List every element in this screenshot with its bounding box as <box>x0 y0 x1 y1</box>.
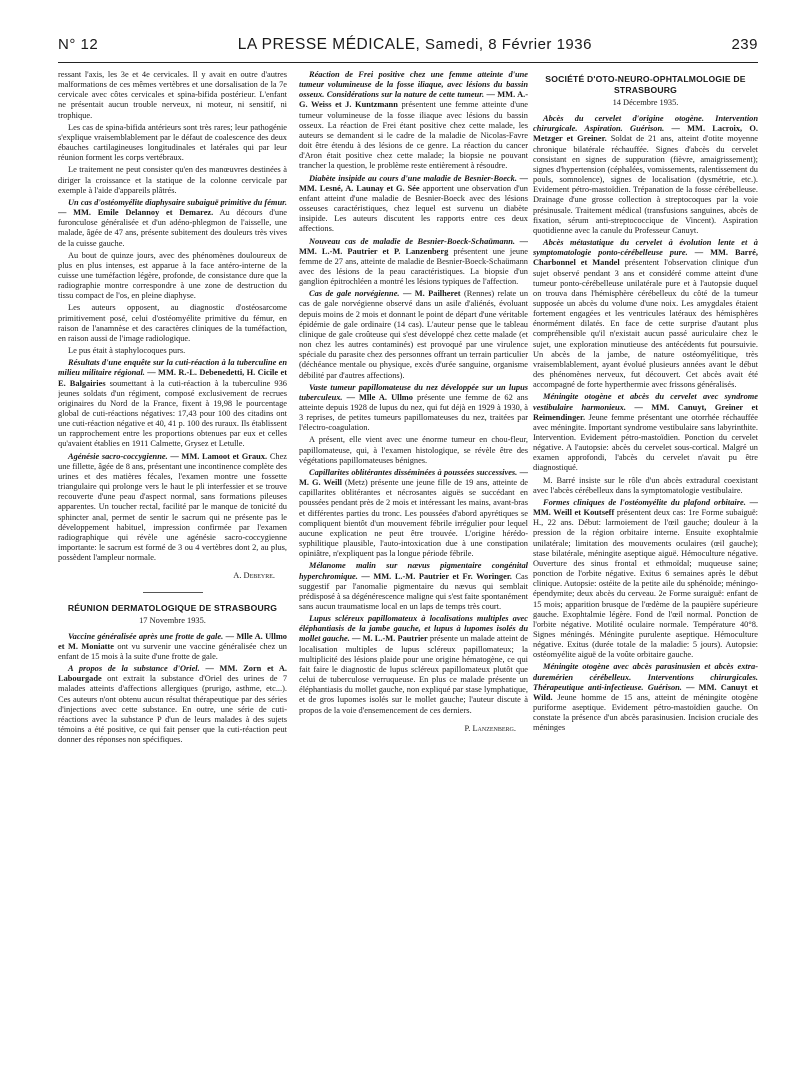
article-title: Résultats d'une enquête sur la cuti-réaction à la tuberculine en milieu militaire régional. <box>58 358 287 378</box>
issue-number: N° 12 <box>58 36 99 53</box>
article-title: Lupus scléreux papillomateux à localisations multiples avec éléphantiasis de la jambe gauche, et lupus à lupomes isolés du mollet gauche. <box>299 614 528 644</box>
paragraph: A présent, elle vient avec une énorme tumeur en chou-fleur, papillomateuse, qui, à l'examen histologique, se révèle être des végétations papillomateuses bénignes. <box>299 435 528 465</box>
article-authors: — Mlle A. Ullmo <box>346 392 413 402</box>
article-text: présentent une jeune femme de 27 ans, atteinte de maladie de Besnier-Boeck-Schaümann avec des lésions de la peau caractéristiques. La biopsie d'un ganglion épitrochléen a montré les lésions typiques de l'affection. <box>299 246 528 287</box>
article-title: Méningite otogène avec abcès parasinusien et abcès extra-duremérien cérébelleux. Interventions chirurgicales. Thérapeutique anti-infectieuse. Guérison. <box>533 662 758 692</box>
article <box>299 70 528 172</box>
article-text: Au décours d'une furonculose généralisée et d'un adéno-phlegmon de l'aisselle, une malade, âgée de 47 ans, présente subitement des douleurs très vives de la cuisse gauche. <box>58 208 287 248</box>
article <box>58 198 287 249</box>
article <box>299 614 528 716</box>
article-authors: — MM. Barré, Charbonnel et Mandel <box>533 248 758 268</box>
article-authors: — Mlle A. Ullmo et M. Moniatte <box>58 631 287 651</box>
article-text: Cas suggestif par l'anomalie pigmentaire du nævus qui semblait prédisposé à sa dégénérescence maligne qui s'est faite spontanément sans aucun traumatisme local en un laps de temps très court. <box>299 571 528 611</box>
paragraph: Le traitement ne peut consister qu'en des manœuvres destinées à diriger la croissance et la statique de la colonne cervicale par exemple à l'aide d'appareils plâtrés. <box>58 165 287 195</box>
article <box>299 289 528 380</box>
article-title: Méningite otogène et abcès du cervelet avec syndrome vestibulaire harmonieux. <box>533 392 758 412</box>
article-text: présentent l'observation clinique d'un sujet observé pendant 3 ans et considéré comme atteint d'une tumeur ponto-cérébelleuse unilatérale pure et à l'autopsie duquel on trouva dans l'hémisphère cérébelleux du côté de la tumeur supposée un abcès du volume d'une noix. Les amygdales étaient fortement engagées et les ventricules latéraux des hémisphères énormément dilatés. En face de cette surprise d'autant plus compréhensible qu'il n'existait aucun passé auriculaire chez le sujet, une exploration minutieuse des antécédents fut poursuivie. Un abcès de la jambe, de nature ostéomyélitique, très vraisemblablement, ayant évolué plusieurs années avant le début des phénomènes nerveux, fut découvert. Cet abcès avait été accompagné de forte hyperthermie avec frissons généralisés. <box>533 258 758 390</box>
article <box>533 662 758 733</box>
article-title: Abcès métastatique du cervelet à évolution lente et à symptomatologie ponto-cérébelleuse pure. <box>533 238 758 258</box>
article-authors: — MM. A.-G. Weiss et J. Kuntzmann <box>299 90 528 110</box>
article <box>533 238 758 390</box>
article-authors: — MM. L.-M. Pautrier et P. Lanzenberg <box>299 236 528 256</box>
article <box>58 358 287 449</box>
signature: P. Lanzenberg. <box>464 723 516 733</box>
paragraph: Le pus était à staphylocoques purs. <box>68 346 186 356</box>
article <box>533 392 758 473</box>
article <box>299 383 528 434</box>
article-text: Jeune femme présentant une otorrhée réchauffée avec méningite. Important syndrome vestibulaire sans labyrinthite. Intervention. Evidement pétro-mastoïdien. Ponction du cervelet négative. A l'autopsie: abcès du cervelet sous-cortical. Malgré un examen approfondi, l'abcès du cervelet n'avait pu être diagnostiqué. <box>533 412 758 473</box>
paragraph: Les auteurs opposent, au diagnostic d'ostéosarcome primitivement posé, celui d'ostéomyélite primitive du fémur, en raison de l'anamnèse et des caractères cliniques de la tuméfaction, en raison aussi de l'image radiologique. <box>58 303 287 343</box>
article <box>533 114 758 236</box>
article-text: (Metz) présente une jeune fille de 19 ans, atteinte de capillarites oblitérantes et nécrosantes aiguës se succédant en poussées pendant près de 2 mois et intéressant les mains, avant-bras et différentes parties du tronc. Les poussées d'abord apyrétiques se compliquent bientôt d'un mouvement fébrile irrégulier pour lequel aucune explication ne peut être trouvée. L'origine hérédo-syphilitique plausible, l'auto-intoxication due à une constipation opiniâtre, n'expliquent pas la longue période fébrile. <box>299 478 528 559</box>
article-text: ont extrait la substance d'Oriel des urines de 7 malades atteints d'affections allergiques (prurigo, asthme, etc...). Ces auteurs n'ont obtenu aucun résultat thérapeutique par des séries d'injections avec cette substance. En outre, une série de cuti-réactions avec la substance P d'un de leurs malades à des sujets témoins a été positive, ce qui fait penser que la cuti-réaction peut donner des réponses non spécifiques. <box>58 674 287 745</box>
paragraph: M. Barré insiste sur le rôle d'un abcès extradural coexistant avec l'abcès cérébelleux dans la symptomatologie vestibulaire. <box>533 475 758 495</box>
article-title: Agénésie sacro-coccygienne. <box>68 451 168 461</box>
article-title: A propos de la substance d'Oriel. <box>68 664 200 674</box>
article-title: Formes cliniques de l'ostéomyélite du plafond orbitaire. <box>543 497 746 507</box>
article-title: Cas de gale norvégienne. <box>309 289 400 299</box>
article-text: présentent deux cas: 1re Forme subaiguë: H., 22 ans. Début: larmoiement de l'œil gauche; douleur à la pression de la région orbitaire interne. Ensuite exophtalmie unilatérale; limitation des mouvements oculaires (œil gauche); stase bilatérale, méningite aseptique aiguë. Hémoculture négative. Ouverture des sinus frontal et ethmoïdal; muqueuse saine; ponction de l'orbite négative. Exitus 6 semaines après le début clinique. Autopsie: ostéite de la petite aile du sphénoïde; méningo-épendymite; deux abcès du cerveau. 2e Forme suraiguë: enfant de 15 mois; apparition brusque de l'œdème de la paupière supérieure gauche. Exophtalmie légère. Fond de l'œil normal. Ponction de l'orbite négative. Motilité oculaire normale. Température 40°8. Signes méningés. Méningite purulente aseptique. Hémoculture négative. Exitus (durée totale de la maladie: 5 jours). Autopsie: ostéomyélite aiguë de la voûte orbitaire gauche. <box>533 508 758 660</box>
article-authors: — MM. Lamoot et Graux. <box>170 451 268 461</box>
article-title: Vaccine généralisée après une frotte de gale. <box>68 631 224 641</box>
article-text: soumettant à la cuti-réaction à la tuberculine 936 jeunes soldats d'un régiment, composé exclusivement de recrues originaires du Nord de la France, fixent à 19,98 le pourcentage global de cuti-réactions négatives: 17,43 pour 100 des citadins ont une cuti-réaction négative et 40, 41 p. 100 des ruraux. Ils établissent un rapprochement entre les proportions obtenues par eux et celles qu'avaient établies en 1911 Calmette, Grysez et Letulle. <box>58 378 287 449</box>
paragraph: ressant l'axis, les 3e et 4e cervicales. Il y avait en outre d'autres malformations de ces mêmes vertèbres et une dorsalisation de la 7e cervicale avec côtes cervicales et spina-bifida postérieur. L'enfant ne présentait aucun trouble nerveux, ni moteur, ni sensitif, ni trophique. <box>58 70 287 120</box>
journal-title: LA PRESSE MÉDICALE, <box>237 36 421 53</box>
article-title: Nouveau cas de maladie de Besnier-Boeck-Schaümann. <box>309 236 516 246</box>
article-title: Capillarites oblitérantes disséminées à poussées successives. <box>309 467 518 477</box>
article-authors: — MM. Weill et Koutseff <box>533 497 758 518</box>
article-authors: — M. Pailheret <box>402 289 461 299</box>
header-rule <box>58 62 758 63</box>
issue-date: Samedi, 8 Février 1936 <box>425 36 592 53</box>
article <box>58 664 287 745</box>
article-text: Jeune homme de 15 ans, atteint de méningite otogène puriforme aseptique. Evidement pétro-mastoïdien gauche. On constate la présence d'un abcès parasinusien. Incision cruciale des méninges <box>533 692 758 733</box>
article-authors: — M. L.-M. Pautrier <box>352 634 428 644</box>
section-date: 14 Décembre 1935. <box>612 98 679 107</box>
column-3 <box>533 70 758 1070</box>
article <box>299 237 528 288</box>
signature: A. Debeyre. <box>233 571 275 581</box>
article-authors: — MM. Emile Delannoy et Demarez. <box>58 208 214 218</box>
paragraph: Les cas de spina-bifida antérieurs sont très rares; leur pathogénie s'explique vraisemblablement par le défaut de coalescence des deux ébauches cartilagineuses longitudinales et latérales qui par leur réunion forment les corps vertébraux. <box>58 122 287 163</box>
article <box>533 498 758 661</box>
article <box>299 174 528 235</box>
article-authors: — MM. Canuyt et Wild. <box>533 682 758 702</box>
article-title: Un cas d'ostéomyélite diaphysaire subaiguë primitive du fémur. <box>68 197 287 207</box>
article-authors: — MM. Lesné, A. Launay et G. Sée <box>299 173 528 193</box>
article-title: Abcès du cervelet d'origine otogène. Intervention chirurgicale. Aspiration. Guérison. <box>533 114 758 134</box>
article-authors: — MM. Canuyt, Greiner et Reimendinger. <box>533 402 758 422</box>
article-title: Mélanome malin sur nævus pigmentaire congénital hyperchromique. <box>299 561 528 581</box>
article-title: Réaction de Frei positive chez une femme atteinte d'une tumeur volumineuse de la fosse iliaque, avec lésions du bassin osseux. Considérations sur la nature de cette tumeur. <box>299 70 528 100</box>
article-authors: — MM. Lacroix, O. Metzger et Greiner. <box>533 124 758 144</box>
article-text: apportent une observation d'un enfant atteint d'une maladie de Besnier-Boeck avec des lésions osseuses caractéristiques, chez lequel est survenu un diabète insipide. Les auteurs discutent les rapports entre ces deux affections. <box>299 183 528 234</box>
article-authors: — MM. R.-L. Debenedetti, H. Cicile et E. Balgairies <box>58 368 287 388</box>
section-date: 17 Novembre 1935. <box>139 615 206 625</box>
article-authors: — MM. L.-M. Pautrier et Fr. Woringer. <box>361 571 512 581</box>
article <box>299 468 528 559</box>
paragraph: Au bout de quinze jours, avec des phénomènes douloureux de plus en plus intenses, est apparue à la face antéro-interne de la cuisse une tuméfaction légère, profonde, de consistance dure que la radiographie montre correspondre à une zone de destruction du tissu compact de l'os, en pleine diaphyse. <box>58 250 287 301</box>
article-authors: — M. G. Weill <box>299 467 528 488</box>
section-title: RÉUNION DERMATOLOGIQUE DE STRASBOURG <box>67 602 278 613</box>
article-text: présentent une femme atteinte d'une tumeur volumineuse de la fosse iliaque avec lésions du bassin osseux. La réaction de Frei étant positive chez cette malade, les auteurs se demandent si le cadre de la maladie de Nicolas-Favre doit être étendu à des lésions de ce genre. La réaction du cancer d'Aron était positive chez cette malade; la biopsie ne pouvant trancher la question, le problème reste entièrement à résoudre. <box>299 100 528 171</box>
article <box>58 452 287 564</box>
article-text: Chez une fillette, âgée de 8 ans, présentant une incontinence complète des urines et des matières fécales, l'examen montre une fossette triangulaire qui prolonge vers le haut le pli interfessier et se trouve recouverte d'une peau d'aspect normal, sans formations pileuses apparentes. Un toucher rectal, facilité par le manque de tonicité du sphincter anal, permet de sentir le sacrum qui ne présente pas le développement habituel, impression confirmée par l'examen radiographique qui révèle une agénésie sacro-coccygienne importante: le sacrum est formé de 3 ou 4 vertèbres dont 2, au plus, possèdent l'ampleur normale. <box>58 451 287 563</box>
section-title: SOCIÉTÉ D'OTO-NEURO-OPHTALMOLOGIE DE STRASBOURG <box>545 74 746 95</box>
column-2 <box>299 70 528 1070</box>
article <box>299 561 528 612</box>
article-text: présente un malade atteint de localisation multiples de lupus scléreux papillomateux; la multiplicité des lésions plaide pour une origine hématogène, ce qui fait faire le diagnostic de lupus scléreux papillomateux plutôt que celui de tuberculose verruqueuse. En plus ce malade présente un éléphantiasis du mollet gauche, non expliqué par stase lymphatique, et de gros lupomes isolés sur le mollet gauche; l'auteur discute à propos de la voie d'ensemencement de ces derniers. <box>299 634 528 715</box>
article-text: présente une femme de 62 ans atteinte depuis 1928 de lupus du nez, qui fut déjà en 1929 à 1930, à 3 reprises, de petites tumeurs papillomateuses du nez, traitées par l'électro-coagulation. <box>299 392 528 433</box>
column-1 <box>58 70 287 1070</box>
page-header <box>58 36 758 58</box>
separator <box>143 592 203 593</box>
article <box>58 632 287 662</box>
header-center <box>98 36 731 54</box>
article-text: (Rennes) relate un cas de gale norvégienne observé dans un asile d'aliénés, évoluant depuis moins de 2 mois et donnant le point de départ d'une véritable épidémie de gale ordinaire (14 cas). L'auteur pense que le tableau clinique de gale croûteuse qui s'est développé chez cette malade (et non chez les autres contaminés) est provoqué par une virulence spéciale du parasite chez des personnes offrant un terrain particulier (déchéance mentale ou physique, excès d'urée sanguine, organisme débilité par d'autres affections). <box>299 289 528 380</box>
article-authors: — MM. Zorn et A. Labourgade <box>58 664 287 684</box>
article-title: Diabète insipide au cours d'une maladie de Besnier-Boeck. <box>309 173 517 183</box>
article-text: ont vu survenir une vaccine généralisée chez un enfant de 15 mois à la suite d'une frotte de gale. <box>58 641 287 661</box>
article-text: Soldat de 21 ans, atteint d'otite moyenne chronique bilatérale réchauffée. Signes d'abcès du cervelet consistant en signes de suppuration (fièvre, amaigrissement); signes d'hypertension (céphalées, vomissements, ralentissement du pouls, somnolence), signes de localisation (dysmétrie, etc.). Evidement pétro-mastoïdien. Trépanation de la fosse cérébelleuse. Drainage d'une grosse collection à streptocoques par la voie présinusale. Traitement médical (transfusions sanguines, abcès de fixation, sérum anti-streptococcique de Vincent). Aspiration quotidienne avec la canule du Professeur Canuyt. <box>533 134 758 235</box>
page-number: 239 <box>731 36 758 53</box>
article-title: Vaste tumeur papillomateuse du nez développée sur un lupus tuberculeux. <box>299 382 528 402</box>
